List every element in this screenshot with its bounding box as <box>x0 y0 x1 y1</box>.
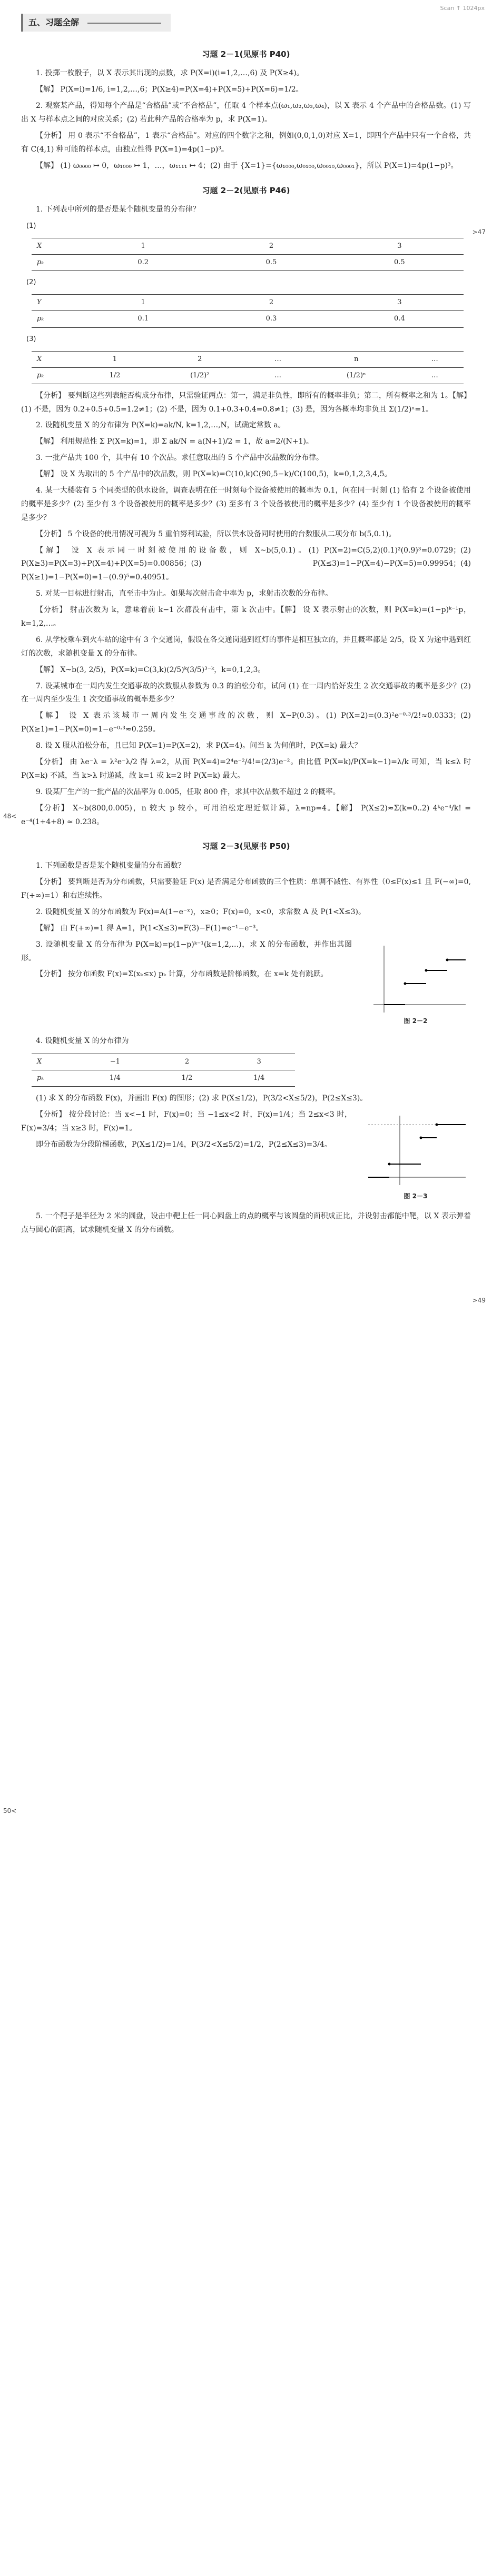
table-cell: 3 <box>336 238 464 255</box>
figure-2-2 <box>360 941 471 1027</box>
analysis-2-3-4: 【分析】 按分段讨论：当 x<−1 时，F(x)=0；当 −1≤x<2 时，F(x)=1/4；当 2≤x<3 时，F(x)=3/4；当 x≥3 时，F(x)=1。 <box>21 1110 352 1132</box>
table-cell: 0.2 <box>79 255 207 271</box>
question-2-3-3: 3. 设随机变量 X 的分布律为 P(X=k)=p(1−p)ᵏ⁻¹(k=1,2,…)，求 X 的分布函数，并作出其图形。 <box>21 940 352 963</box>
table-row <box>32 295 464 311</box>
answer-2-2-8: 【分析】 由 λe⁻λ = λ²e⁻λ/2 得 λ=2，从而 P(X=4)=2⁴e⁻²/4!=(2/3)e⁻²。由比值 P(X=k)/P(X=k−1)=λ/k 可知，当 k≤λ 时 P(X=k) 不减，当 k>λ 时递减，故 k=1 或 k=2 时 P(X=k) 最大。 <box>21 758 471 780</box>
exercise-2-1-title: 习题 2－1(见原书 P40) <box>202 49 290 59</box>
step-function-graph-2 <box>363 1111 468 1190</box>
page-marker-49: >49 <box>472 1297 486 1304</box>
table-row <box>32 238 464 255</box>
page-marker-48: 48< <box>3 813 17 820</box>
analysis-2-1-2: 【分析】 用 0 表示“不合格品”，1 表示“合格品”。对应的四个数字之和，例如(0,0,1,0)对应 X=1，即四个产品中只有一个合格，共有 C(4,1) 种可能的样本点，由独立性得 P(X=1)=4p(1−p)³。 <box>21 131 471 154</box>
analysis-2-3-3: 【分析】 按分布函数 F(x)=Σ(xₖ≤x) pₖ 计算，分布函数是阶梯函数，在 x=k 处有跳跃。 <box>36 970 328 979</box>
step-function-graph-1 <box>363 941 468 1015</box>
answer-2-3-2: 【解】 由 F(+∞)=1 得 A=1，P(1<X≤3)=F(3)−F(1)=e⁻¹−e⁻³。 <box>36 924 263 933</box>
question-2-3-4: 4. 设随机变量 X 的分布律为 <box>36 1036 129 1045</box>
table-cell: −1 <box>79 1054 151 1070</box>
table-row <box>32 255 464 271</box>
answer-2-3-1: 【分析】 要判断是否为分布函数，只需要验证 F(x) 是否满足分布函数的三个性质：单调不减性、有界性（0≤F(x)≤1 且 F(−∞)=0, F(+∞)=1）和右连续性。 <box>21 878 471 900</box>
question-2-2-3: 3. 一批产品共 100 个，其中有 10 个次品。求任意取出的 5 个产品中次品数的分布律。 <box>36 454 323 463</box>
figure-2-2-caption: 图 2－2 <box>404 1017 428 1025</box>
table-b-label: (2) <box>26 278 36 287</box>
table-cell: 0.3 <box>207 311 335 327</box>
table-cell: … <box>406 367 464 384</box>
question-2-3-2: 2. 设随机变量 X 的分布函数为 F(x)=A(1−e⁻ˣ)，x≥0；F(x)=0，x<0，求常数 A 及 P(1<X≤3)。 <box>36 907 366 916</box>
table-cell: 0.1 <box>79 311 207 327</box>
table-cell: 1/2 <box>79 367 151 384</box>
question-2-2-6: 6. 从学校乘车到火车站的途中有 3 个交通岗，假设在各交通岗遇到红灯的事件是相互独立的，并且概率都是 2/5，设 X 为途中遇到红灯的次数，求随机变量 X 的分布律。 <box>21 635 471 658</box>
answer-2-3-4: 即分布函数为分段阶梯函数，P(X≤1/2)=1/4，P(3/2<X≤5/2)=1/2，P(2≤X≤3)=3/4。 <box>36 1140 332 1149</box>
table-cell: 1 <box>79 238 207 255</box>
table-cell: pₖ <box>32 1070 79 1086</box>
table-cell: 3 <box>336 295 464 311</box>
table-row <box>32 1070 295 1086</box>
exercise-2-3-title: 习题 2－3(见原书 P50) <box>202 841 290 851</box>
table-cell: 1/2 <box>151 1070 223 1086</box>
table-cell: 1 <box>79 351 151 367</box>
distribution-table-4 <box>32 1054 295 1087</box>
table-cell: pₖ <box>32 311 79 327</box>
table-cell: X <box>32 1054 79 1070</box>
question-2-2-1: 1. 下列表中所列的是否是某个随机变量的分布律？ <box>36 205 200 214</box>
distribution-table-a <box>32 238 464 271</box>
table-cell: 0.5 <box>207 255 335 271</box>
exercise-2-2-title: 习题 2－2(见原书 P46) <box>202 185 290 195</box>
table-cell: pₖ <box>32 367 79 384</box>
question-2-2-5: 5. 对某一目标进行射击，直至击中为止。如果每次射击命中率为 p，求射击次数的分布律。 <box>36 589 333 598</box>
table-row <box>32 367 464 384</box>
distribution-table-b <box>32 294 464 327</box>
table-cell: 0.4 <box>336 311 464 327</box>
answer-2-2-3: 【解】 设 X 为取出的 5 个产品中的次品数，则 P(X=k)=C(10,k)C(90,5−k)/C(100,5)，k=0,1,2,3,4,5。 <box>36 470 392 479</box>
table-cell: 3 <box>223 1054 295 1070</box>
question-2-2-2: 2. 设随机变量 X 的分布律为 P(X=k)=ak/N, k=1,2,…,N，试确定常数 a。 <box>36 421 286 430</box>
answer-2-1-2: 【解】 (1) ω₀₀₀₀ ↦ 0，ω₁₀₀₀ ↦ 1，…，ω₁₁₁₁ ↦ 4；(2) 由于 {X=1}={ω₁₀₀₀,ω₀₁₀₀,ω₀₀₁₀,ω₀₀₀₁}，所以 P(X=1)=4p(1−p)³。 <box>36 161 458 170</box>
table-cell: … <box>249 367 307 384</box>
page-marker-47: >47 <box>472 228 486 236</box>
table-cell: 2 <box>151 1054 223 1070</box>
watermark: Scan ↑ 1024px <box>440 5 485 12</box>
table-cell: … <box>406 351 464 367</box>
answer-2-1-1: 【解】 P(X=i)=1/6, i=1,2,…,6；P(X≥4)=P(X=4)+P(X=5)+P(X=6)=1/2。 <box>36 85 303 94</box>
question-2-2-8: 8. 设 X 服从泊松分布，且已知 P(X=1)=P(X=2)，求 P(X=4)。问当 k 为何值时，P(X=k) 最大？ <box>36 741 362 750</box>
table-row <box>32 1054 295 1070</box>
question-2-2-9: 9. 设某厂生产的一批产品的次品率为 0.005，任取 800 件，求其中次品数不超过 2 的概率。 <box>36 787 340 796</box>
table-cell: (1/2)² <box>151 367 249 384</box>
question-2-3-4-parts: (1) 求 X 的分布函数 F(x)，并画出 F(x) 的图形；(2) 求 P(X≤1/2)，P(3/2<X≤5/2)，P(2≤X≤3)。 <box>36 1094 368 1102</box>
table-cell: 2 <box>207 238 335 255</box>
table-cell: X <box>32 238 79 255</box>
table-cell: pₖ <box>32 255 79 271</box>
table-row <box>32 311 464 327</box>
section-title: 五、习题全解 <box>21 14 171 32</box>
table-cell: 1/4 <box>223 1070 295 1086</box>
figure-2-3 <box>360 1111 471 1202</box>
table-cell: 1/4 <box>79 1070 151 1086</box>
figure-2-3-caption: 图 2－3 <box>404 1192 428 1200</box>
table-cell: … <box>249 351 307 367</box>
answer-2-2-2: 【解】 利用规范性 Σ P(X=k)=1，即 Σ ak/N = a(N+1)/2 = 1，故 a=2/(N+1)。 <box>36 437 313 446</box>
table-cell: 0.5 <box>336 255 464 271</box>
answer-2-2-6: 【解】 X~b(3, 2/5)，P(X=k)=C(3,k)(2/5)ᵏ(3/5)³⁻ᵏ，k=0,1,2,3。 <box>36 665 265 674</box>
question-2-1-1: 1. 投掷一枚骰子，以 X 表示其出现的点数，求 P(X=i)(i=1,2,…,6) 及 P(X≥4)。 <box>36 69 304 78</box>
question-2-1-2: 2. 观察某产品，得知每个产品是“合格品”或“不合格品”，任取 4 个样本点(ω₁,ω₂,ω₃,ω₄)，以 X 表示 4 个产品中的合格品数。(1) 写出 X 与样本点之间的对应关系；(2) 若此种产品的合格率为 p，求 P(X=1)。 <box>21 102 471 124</box>
table-cell: X <box>32 351 79 367</box>
question-2-2-4: 4. 某一大楼装有 5 个同类型的供水设备，调查表明在任一时刻每个设备被使用的概率为 0.1，问在同一时刻 (1) 恰有 2 个设备被使用的概率是多少？(2) 至少有 3 个设备被使用的概率是多少？(3) 至多有 3 个设备被使用的概率是多少？(4) 至少有 1 个设备被使用的概率是多少？ <box>21 486 471 522</box>
answer-2-2-9: 【分析】 X~b(800,0.005)，n 较大 p 较小，可用泊松定理近似计算，λ=np=4。【解】 P(X≤2)≈Σ(k=0..2) 4ᵏe⁻⁴/k! = e⁻⁴(1+4+8) ≈ 0.238。 <box>21 804 471 826</box>
table-row <box>32 351 464 367</box>
table-cell: 2 <box>207 295 335 311</box>
table-cell: 2 <box>151 351 249 367</box>
question-2-3-5: 5. 一个靶子是半径为 2 米的圆盘，设击中靶上任一同心圆盘上的点的概率与该圆盘的面积成正比，并设射击都能中靶，以 X 表示弹着点与圆心的距离，试求随机变量 X 的分布函数。 <box>21 1211 471 1234</box>
distribution-table-c <box>32 351 464 384</box>
table-cell: Y <box>32 295 79 311</box>
answer-2-2-5: 【分析】 射击次数为 k，意味着前 k−1 次都没有击中，第 k 次击中。【解】 设 X 表示射击的次数，则 P(X=k)=(1−p)ᵏ⁻¹p，k=1,2,…。 <box>21 606 471 628</box>
analysis-2-2-4: 【分析】 5 个设备的使用情况可视为 5 重伯努利试验，所以供水设备同时使用的台数服从二项分布 b(5,0.1)。 <box>36 529 396 538</box>
table-c-label: (3) <box>26 335 36 343</box>
table-cell: 1 <box>79 295 207 311</box>
answer-2-2-1: 【分析】 要判断这些列表能否构成分布律，只需验证两点：第一，满足非负性，即所有的概率非负；第二，所有概率之和为 1。【解】 (1) 不是，因为 0.2+0.5+0.5=1.2≠1；(2) 不是，因为 0.1+0.3+0.4=0.8≠1；(3) 是，因为各概率均非负且 Σ(1/2)ⁿ=1。 <box>21 391 471 414</box>
table-cell: (1/2)ⁿ <box>307 367 406 384</box>
question-2-3-1: 1. 下列函数是否是某个随机变量的分布函数？ <box>36 861 185 870</box>
question-2-2-7: 7. 设某城市在一周内发生交通事故的次数服从参数为 0.3 的泊松分布，试问 (1) 在一周内恰好发生 2 次交通事故的概率是多少？(2) 在一周内至少发生 1 次交通事故的概率是多少？ <box>21 681 471 704</box>
table-cell: n <box>307 351 406 367</box>
answer-2-2-7: 【解】 设 X 表示该城市一周内发生交通事故的次数，则 X~P(0.3)。(1) P(X=2)=(0.3)²e⁻⁰·³/2!≈0.0333；(2) P(X≥1)=1−P(X=0)=1−e⁻⁰·³≈0.259。 <box>21 711 471 734</box>
answer-2-2-4: 【解】 设 X 表示同一时刻被使用的设备数，则 X~b(5,0.1)。(1) P(X=2)=C(5,2)(0.1)²(0.9)³=0.0729；(2) P(X≥3)=P(X=3)+P(X=4)+P(X=5)=0.00856；(3) P(X≤3)=1−P(X=4)−P(X=5)=0.99954；(4) P(X≥1)=1−P(X=0)=1−(0.9)⁵=0.40951。 <box>21 546 471 582</box>
table-a-label: (1) <box>26 222 36 230</box>
page-marker-50: 50< <box>3 1807 17 1815</box>
